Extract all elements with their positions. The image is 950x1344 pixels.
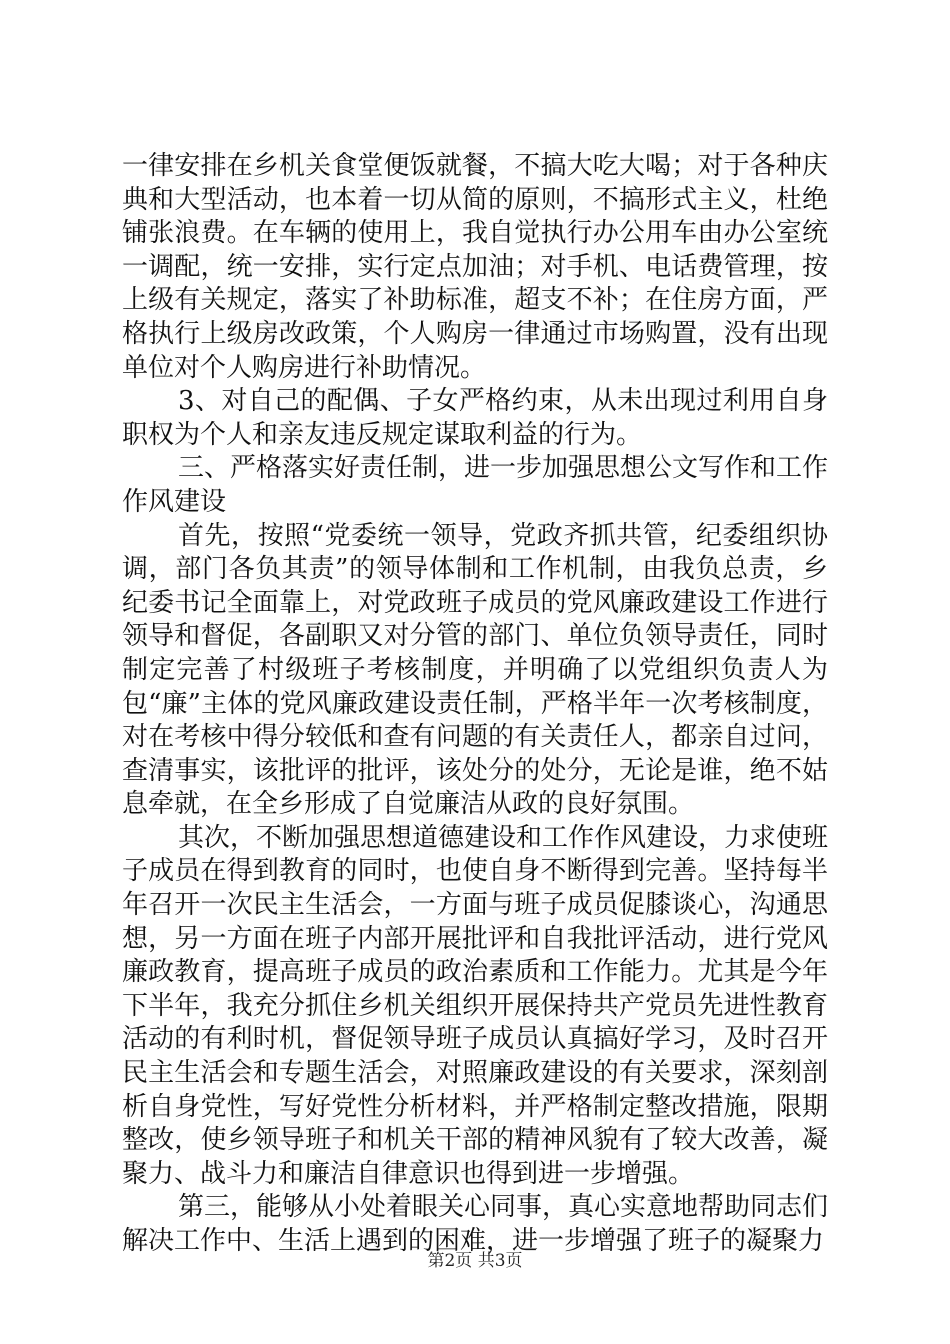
- paragraph-2: 3、对自己的配偶、子女严格约束，从未出现过利用自身职权为个人和亲友违反规定谋取利益的行为。: [122, 386, 828, 450]
- paragraph-3: 首先，按照“党委统一领导，党政齐抓共管，纪委组织协调，部门各负其责”的领导体制和工作机制，由我负总责，乡纪委书记全面靠上，对党政班子成员的党风廉政建设工作进行领导和督促，各副职又对分管的部门、单位负领导责任，同时制定完善了村级班子考核制度，并明确了以党组织负责人为包“廉”主体的党风廉政建设责任制，严格半年一次考核制度，对在考核中得分较低和查有问题的有关责任人，都亲自过问，查清事实，该批评的批评，该处分的处分，无论是谁，绝不姑息牵就，在全乡形成了自觉廉洁从政的良好氛围。: [122, 520, 828, 820]
- page-footer: 第2页 共3页: [427, 1251, 523, 1271]
- paragraph-5: 第三，能够从小处着眼关心同事，真心实意地帮助同志们解决工作中、生活上遇到的困难，进一步增强了班子的凝聚力: [122, 1192, 829, 1256]
- section-heading: 三、严格落实好责任制，进一步加强思想公文写作和工作作风建设: [122, 453, 829, 517]
- document-body: [122, 150, 828, 1259]
- paragraph-1: 一律安排在乡机关食堂便饭就餐，不搞大吃大喝；对于各种庆典和大型活动，也本着一切从简的原则，不搞形式主义，杜绝铺张浪费。在车辆的使用上，我自觉执行办公用车由办公室统一调配，统一安排，实行定点加油；对手机、电话费管理，按上级有关规定，落实了补助标准，超支不补；在住房方面，严格执行上级房改政策，个人购房一律通过市场购置，没有出现单位对个人购房进行补助情况。: [122, 151, 828, 383]
- paragraph-4: 其次，不断加强思想道德建设和工作作风建设，力求使班子成员在得到教育的同时，也使自身不断得到完善。坚持每半年召开一次民主生活会，一方面与班子成员促膝谈心，沟通思想，另一方面在班子内部开展批评和自我批评活动，进行党风廉政教育，提高班子成员的政治素质和工作能力。尤其是今年下半年，我充分抓住乡机关组织开展保持共产党员先进性教育活动的有利时机，督促领导班子成员认真搞好学习，及时召开民主生活会和专题生活会，对照廉政建设的有关要求，深刻剖析自身党性，写好党性分析材料，并严格制定整改措施，限期整改，使乡领导班子和机关干部的精神风貌有了较大改善，凝聚力、战斗力和廉洁自律意识也得到进一步增强。: [122, 822, 829, 1189]
